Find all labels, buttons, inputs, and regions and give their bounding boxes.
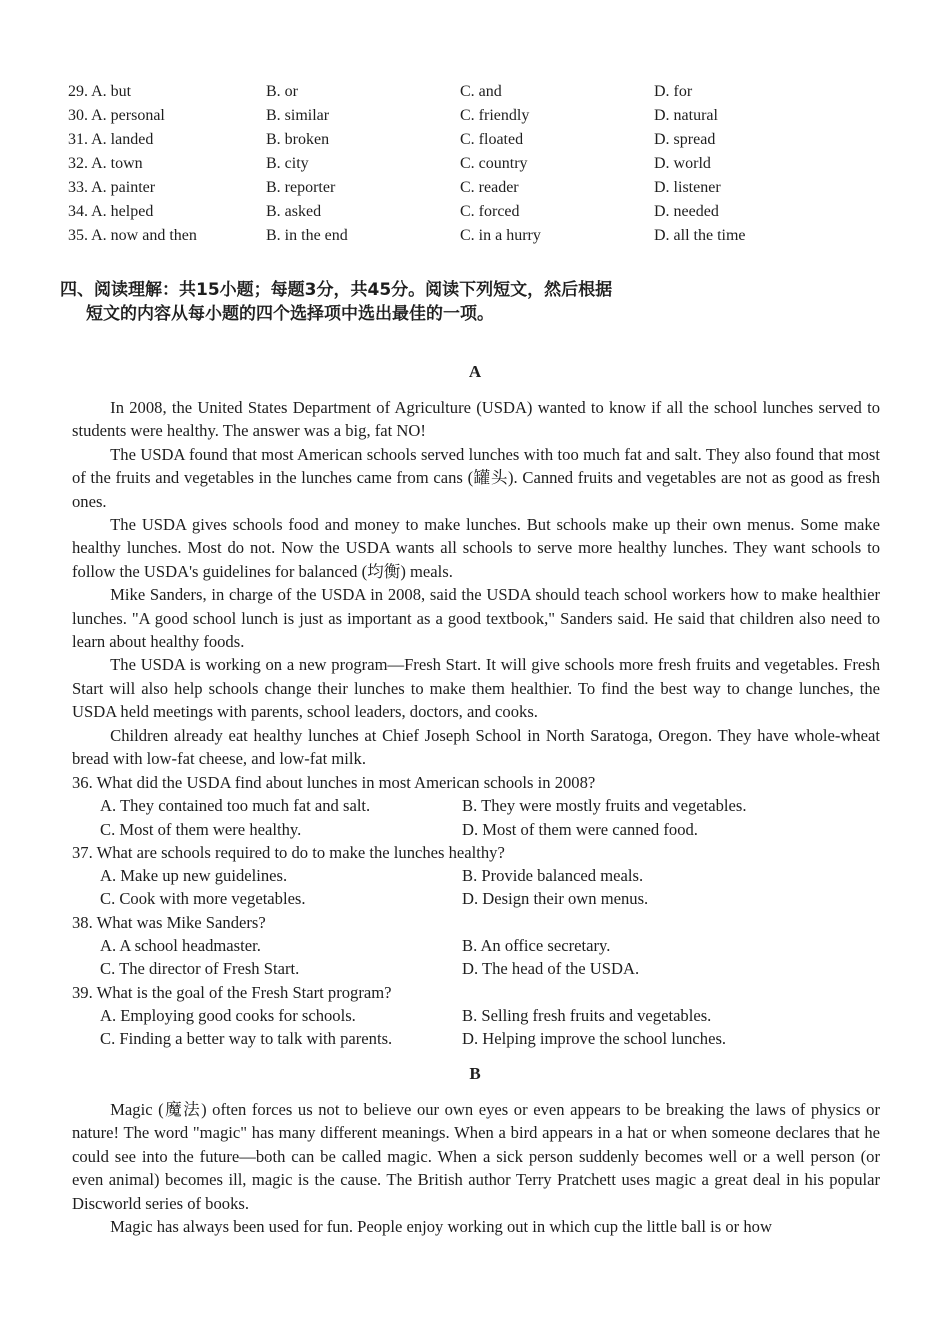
option-a: 32. A. town xyxy=(68,155,143,172)
question-options xyxy=(72,1027,880,1050)
option-a: 34. A. helped xyxy=(68,203,154,220)
option-d: D. needed xyxy=(654,203,719,220)
passage-a xyxy=(72,396,880,771)
passage-paragraph: Mike Sanders, in charge of the USDA in 2008, said the USDA should teach school workers how to make healthier lunches. "A good school lunch is just as important as a good textbook," Sanders said. He said that children also need to learn about healthy foods. xyxy=(72,585,880,652)
passage-paragraph: Children already eat healthy lunches at Chief Joseph School in North Saratoga, Oregon. They have whole-wheat bread with low-fat cheese, and low-fat milk. xyxy=(72,725,880,769)
option-row xyxy=(68,104,848,128)
answer-option: B. An office secretary. xyxy=(462,936,611,956)
question-38: 38. What was Mike Sanders? xyxy=(72,912,266,932)
option-c: C. reader xyxy=(460,179,519,196)
answer-option: A. Employing good cooks for schools. xyxy=(100,1005,356,1025)
option-row xyxy=(68,224,848,248)
answer-option: A. Make up new guidelines. xyxy=(100,866,288,886)
passage-b-label: B xyxy=(469,1064,481,1083)
cloze-options-table xyxy=(68,80,848,248)
option-a: 30. A. personal xyxy=(68,107,165,124)
answer-option: C. Most of them were healthy. xyxy=(100,819,302,839)
passage-b xyxy=(72,1098,880,1238)
passage-paragraph: Magic has always been used for fun. People enjoy working out in which cup the little ball is or how xyxy=(110,1217,772,1237)
passage-a-label: A xyxy=(468,362,482,381)
option-c: C. country xyxy=(460,155,528,172)
option-row xyxy=(68,80,848,104)
answer-option: A. They contained too much fat and salt. xyxy=(100,796,371,816)
question-options xyxy=(72,934,880,957)
question-options xyxy=(72,1004,880,1027)
option-row xyxy=(68,200,848,224)
option-d: D. world xyxy=(654,155,711,172)
question-39: 39. What is the goal of the Fresh Start program? xyxy=(72,982,392,1002)
passage-paragraph: The USDA is working on a new program—Fresh Start. It will give schools more fresh fruits and vegetables. Fresh Start will also help schools change their lunches to make them healthier. To find the best way to change lunches, the USDA held meetings with parents, school leaders, doctors, and cooks. xyxy=(72,655,880,722)
passage-paragraph: Magic (魔法) often forces us not to believe our own eyes or even appears to be breaking the laws of physics or nature! The word "magic" has many different meanings. When a bird appears in a hat or when someone declares that he could see into the future—both can be called magic. When a sick person suddenly becomes well or a well person (or even animal) becomes ill, magic is the cause. The British author Terry Pratchett uses magic a great deal in his popular Discworld series of books. xyxy=(72,1100,880,1213)
question-options xyxy=(72,957,880,980)
option-a: 29. A. but xyxy=(68,83,132,100)
answer-option: C. The director of Fresh Start. xyxy=(100,959,300,979)
option-c: C. and xyxy=(460,83,502,100)
section-heading-line2: 短文的内容从每小题的四个选择项中选出最佳的一项。 xyxy=(86,304,494,324)
passage-paragraph: The USDA found that most American schools served lunches with too much fat and salt. They also found that most of the fruits and vegetables in the lunches came from cans (罐头). Canned fruits and vegetables are not as good as fresh ones. xyxy=(72,444,880,511)
passage-paragraph: The USDA gives schools food and money to make lunches. But schools make up their own menus. Some make healthy lunches. Most do not. Now the USDA wants all schools to serve more healthy lunches. They want schools to follow the USDA's guidelines for balanced (均衡) meals. xyxy=(72,515,880,581)
option-row xyxy=(68,128,848,152)
answer-option: D. Design their own menus. xyxy=(462,889,649,909)
option-row xyxy=(68,176,848,200)
answer-option: B. They were mostly fruits and vegetables. xyxy=(462,796,747,816)
answer-option: C. Cook with more vegetables. xyxy=(100,889,306,909)
question-36: 36. What did the USDA find about lunches in most American schools in 2008? xyxy=(72,773,596,792)
answer-option: C. Finding a better way to talk with parents. xyxy=(100,1029,393,1049)
questions-a xyxy=(72,771,880,1051)
option-c: C. friendly xyxy=(460,107,530,124)
option-b: B. asked xyxy=(266,203,322,220)
option-b: B. reporter xyxy=(266,179,336,196)
option-b: B. broken xyxy=(266,131,330,148)
question-options xyxy=(72,887,880,910)
option-b: B. city xyxy=(266,155,309,172)
option-b: B. similar xyxy=(266,107,330,124)
option-a: 31. A. landed xyxy=(68,131,154,148)
option-c: C. in a hurry xyxy=(460,227,541,244)
option-d: D. spread xyxy=(654,131,716,148)
option-a: 35. A. now and then xyxy=(68,227,197,244)
section-heading xyxy=(60,278,860,326)
option-c: C. forced xyxy=(460,203,520,220)
question-37: 37. What are schools required to do to make the lunches healthy? xyxy=(72,842,505,862)
answer-option: D. The head of the USDA. xyxy=(462,959,640,979)
question-options xyxy=(72,864,880,887)
option-a: 33. A. painter xyxy=(68,179,156,196)
option-b: B. in the end xyxy=(266,227,348,244)
option-c: C. floated xyxy=(460,131,524,148)
option-row xyxy=(68,152,848,176)
option-b: B. or xyxy=(266,83,298,100)
option-d: D. all the time xyxy=(654,227,746,244)
option-d: D. for xyxy=(654,83,693,100)
question-options xyxy=(72,818,880,841)
answer-option: B. Selling fresh fruits and vegetables. xyxy=(462,1005,712,1025)
option-d: D. natural xyxy=(654,107,718,124)
section-heading-line1: 四、阅读理解：共15小题；每题3分，共45分。阅读下列短文，然后根据 xyxy=(60,280,613,300)
answer-option: D. Helping improve the school lunches. xyxy=(462,1029,727,1049)
passage-paragraph: In 2008, the United States Department of Agriculture (USDA) wanted to know if all the school lunches served to students were healthy. The answer was a big, fat NO! xyxy=(72,398,880,441)
answer-option: B. Provide balanced meals. xyxy=(462,866,644,886)
option-d: D. listener xyxy=(654,179,721,196)
answer-option: D. Most of them were canned food. xyxy=(462,819,698,839)
answer-option: A. A school headmaster. xyxy=(100,936,261,956)
question-options xyxy=(72,794,880,817)
